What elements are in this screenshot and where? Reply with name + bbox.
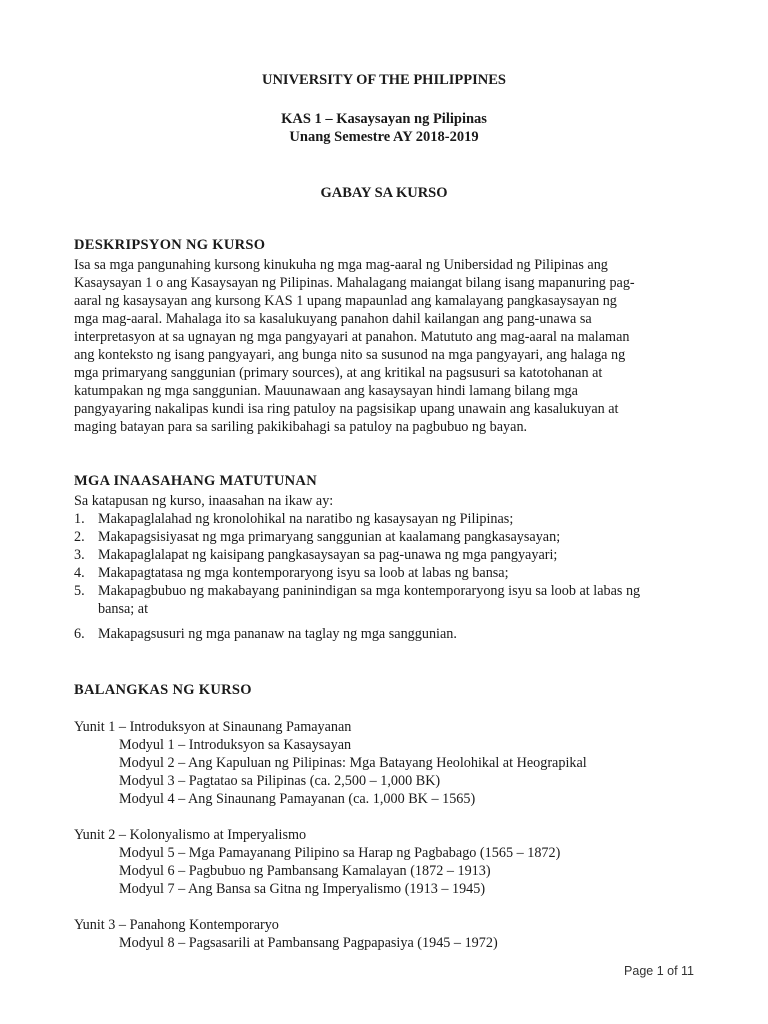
description-line: interpretasyon at sa ugnayan ng mga pangyayari at panahon. Matututo ang mag-aaral na malaman <box>74 329 630 345</box>
module-item: Modyul 1 – Introduksyon sa Kasaysayan <box>119 737 352 753</box>
module-item: Modyul 5 – Mga Pamayanang Pilipino sa Harap ng Pagbabago (1565 – 1872) <box>119 845 561 861</box>
module-item: Modyul 8 – Pagsasarili at Pambansang Pagpapasiya (1945 – 1972) <box>119 935 498 951</box>
module-item: Modyul 2 – Ang Kapuluan ng Pilipinas: Mga Batayang Heolohikal at Heograpikal <box>119 755 587 771</box>
outcome-text: Makapaglalahad ng kronolohikal na naratibo ng kasaysayan ng Pilipinas; <box>98 511 514 527</box>
outcomes-heading: MGA INAASAHANG MATUTUNAN <box>74 473 317 489</box>
outcome-item <box>74 582 704 618</box>
course-title: KAS 1 – Kasaysayan ng Pilipinas <box>281 111 487 127</box>
outcome-item <box>74 528 704 546</box>
module-item: Modyul 6 – Pagbubuo ng Pambansang Kamalayan (1872 – 1913) <box>119 863 491 879</box>
university-title: UNIVERSITY OF THE PHILIPPINES <box>261 72 506 88</box>
page-number: Page 1 of 11 <box>624 964 694 978</box>
outcome-item <box>74 546 704 564</box>
outcome-number: 5. <box>74 583 85 599</box>
description-heading: DESKRIPSYON NG KURSO <box>74 237 266 253</box>
outcome-number: 2. <box>74 529 85 545</box>
outcome-item <box>74 625 704 643</box>
outcomes-intro: Sa katapusan ng kurso, inaasahan na ikaw ay: <box>74 493 334 509</box>
outcome-item <box>74 510 704 528</box>
guide-title: GABAY SA KURSO <box>320 185 448 201</box>
description-line: katumpakan ng mga sanggunian. Mauunawaan ang kasaysayan hindi lamang bilang mga <box>74 383 578 399</box>
description-line: ang konteksto ng isang pangyayari, ang bunga nito sa susunod na mga pangyayari, ang halaga ng <box>74 347 626 363</box>
outcome-text: bansa; at <box>98 601 149 617</box>
outcome-item <box>74 564 704 582</box>
module-item: Modyul 4 – Ang Sinaunang Pamayanan (ca. 1,000 BK – 1565) <box>119 791 476 807</box>
unit-title: Yunit 2 – Kolonyalismo at Imperyalismo <box>74 827 307 843</box>
module-item: Modyul 7 – Ang Bansa sa Gitna ng Imperyalismo (1913 – 1945) <box>119 881 486 897</box>
outcome-number: 4. <box>74 565 85 581</box>
unit-title: Yunit 1 – Introduksyon at Sinaunang Pamayanan <box>74 719 352 735</box>
description-line: Kasaysayan 1 o ang Kasaysayan ng Pilipinas. Mahalagang maiangat bilang isang mapanuring pag- <box>74 275 635 291</box>
outcome-number: 1. <box>74 511 85 527</box>
description-line: maging batayan para sa sariling pakikibahagi sa patuloy na pagbubuo ng bayan. <box>74 419 528 435</box>
unit-title: Yunit 3 – Panahong Kontemporaryo <box>74 917 279 933</box>
outcome-text: Makapaglalapat ng kaisipang pangkasaysayan sa pag-unawa ng mga pangyayari; <box>98 547 558 563</box>
description-line: mga mag-aaral. Mahalaga ito sa kasalukuyang panahon dahil kailangan ang pang-unawa sa <box>74 311 592 327</box>
description-paragraph <box>74 256 700 436</box>
outcome-text: Makapagsusuri ng mga pananaw na taglay ng mga sanggunian. <box>98 626 457 642</box>
description-line: Isa sa mga pangunahing kursong kinukuha ng mga mag-aaral ng Unibersidad ng Pilipinas ang <box>74 257 608 273</box>
semester-label: Unang Semestre AY 2018-2019 <box>289 129 479 145</box>
outcomes-list <box>74 510 704 643</box>
outcome-number: 6. <box>74 626 85 642</box>
outcome-text: Makapagbubuo ng makabayang paninindigan sa mga kontemporaryong isyu sa loob at labas ng <box>98 583 641 599</box>
outcome-text: Makapagsisiyasat ng mga primaryang sanggunian at kaalamang pangkasaysayan; <box>98 529 561 545</box>
description-line: pangyayaring nakalipas kundi isa ring patuloy na pagsisikap upang unawain ang kasalukuyan at <box>74 401 619 417</box>
module-item: Modyul 3 – Pagtatao sa Pilipinas (ca. 2,500 – 1,000 BK) <box>119 773 441 789</box>
description-line: aaral ng kasaysayan ang kursong KAS 1 upang mapaunlad ang kamalayang pangkasaysayan ng <box>74 293 617 309</box>
description-line: mga primaryang sanggunian (primary sources), at ang kritikal na pagsusuri sa katotohanan at <box>74 365 603 381</box>
outline-heading: BALANGKAS NG KURSO <box>74 682 252 698</box>
outcome-text: Makapagtatasa ng mga kontemporaryong isyu sa loob at labas ng bansa; <box>98 565 509 581</box>
outcome-number: 3. <box>74 547 85 563</box>
